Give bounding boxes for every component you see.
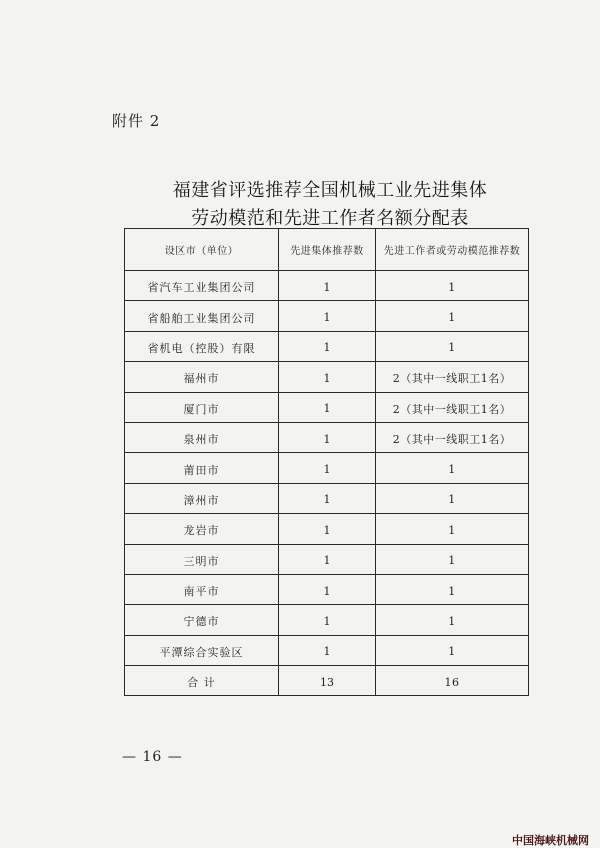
collective-count-cell: 1 xyxy=(279,453,376,483)
worker-count-cell: 1 xyxy=(376,574,529,604)
collective-count-cell: 1 xyxy=(279,483,376,513)
unit-cell: 莆田市 xyxy=(125,453,279,483)
worker-count-cell: 2（其中一线职工1名） xyxy=(376,392,529,422)
unit-cell: 平潭综合实验区 xyxy=(125,635,279,665)
table-row xyxy=(125,574,529,604)
worker-count-cell: 2（其中一线职工1名） xyxy=(376,422,529,452)
table-row xyxy=(125,422,529,452)
header-collective-count: 先进集体推荐数 xyxy=(279,229,376,271)
unit-cell: 省机电（控股）有限 xyxy=(125,331,279,361)
unit-cell: 福州市 xyxy=(125,362,279,392)
worker-count-cell: 2（其中一线职工1名） xyxy=(376,362,529,392)
unit-cell: 省汽车工业集团公司 xyxy=(125,271,279,301)
table-row xyxy=(125,605,529,635)
worker-count-cell: 1 xyxy=(376,271,529,301)
unit-cell: 漳州市 xyxy=(125,483,279,513)
collective-count-cell: 1 xyxy=(279,635,376,665)
table-row xyxy=(125,271,529,301)
worker-count-cell: 1 xyxy=(376,544,529,574)
collective-count-cell: 1 xyxy=(279,514,376,544)
collective-count-cell: 13 xyxy=(279,666,376,696)
unit-cell: 三明市 xyxy=(125,544,279,574)
unit-cell: 龙岩市 xyxy=(125,514,279,544)
document-title-line-1: 福建省评选推荐全国机械工业先进集体 xyxy=(172,180,488,201)
quota-allocation-table xyxy=(124,228,529,696)
unit-cell: 泉州市 xyxy=(125,422,279,452)
table-row xyxy=(125,453,529,483)
table-row xyxy=(125,362,529,392)
table-row xyxy=(125,635,529,665)
collective-count-cell: 1 xyxy=(279,544,376,574)
collective-count-cell: 1 xyxy=(279,605,376,635)
collective-count-cell: 1 xyxy=(279,422,376,452)
collective-count-cell: 1 xyxy=(279,331,376,361)
worker-count-cell: 1 xyxy=(376,514,529,544)
table-row xyxy=(125,483,529,513)
collective-count-cell: 1 xyxy=(279,392,376,422)
worker-count-cell: 1 xyxy=(376,605,529,635)
unit-cell: 南平市 xyxy=(125,574,279,604)
header-worker-count: 先进工作者或劳动模范推荐数 xyxy=(376,229,529,271)
unit-cell: 合 计 xyxy=(125,666,279,696)
worker-count-cell: 1 xyxy=(376,301,529,331)
unit-cell: 厦门市 xyxy=(125,392,279,422)
table-row xyxy=(125,331,529,361)
unit-cell: 省船舶工业集团公司 xyxy=(125,301,279,331)
collective-count-cell: 1 xyxy=(279,271,376,301)
collective-count-cell: 1 xyxy=(279,362,376,392)
collective-count-cell: 1 xyxy=(279,574,376,604)
worker-count-cell: 1 xyxy=(376,635,529,665)
worker-count-cell: 16 xyxy=(376,666,529,696)
table-body xyxy=(125,271,529,696)
total-row xyxy=(125,666,529,696)
worker-count-cell: 1 xyxy=(376,483,529,513)
header-unit: 设区市（单位） xyxy=(125,229,279,271)
document-title-line-2: 劳动模范和先进工作者名额分配表 xyxy=(191,208,469,229)
attachment-label: 附件 2 xyxy=(112,112,161,130)
collective-count-cell: 1 xyxy=(279,301,376,331)
site-watermark: 中国海峡机械网 xyxy=(512,834,589,847)
table-row xyxy=(125,392,529,422)
table-row xyxy=(125,544,529,574)
table-row xyxy=(125,514,529,544)
unit-cell: 宁德市 xyxy=(125,605,279,635)
worker-count-cell: 1 xyxy=(376,331,529,361)
page-number: — 16 — xyxy=(122,749,183,765)
table-header-row xyxy=(125,229,529,271)
worker-count-cell: 1 xyxy=(376,453,529,483)
table-row xyxy=(125,301,529,331)
